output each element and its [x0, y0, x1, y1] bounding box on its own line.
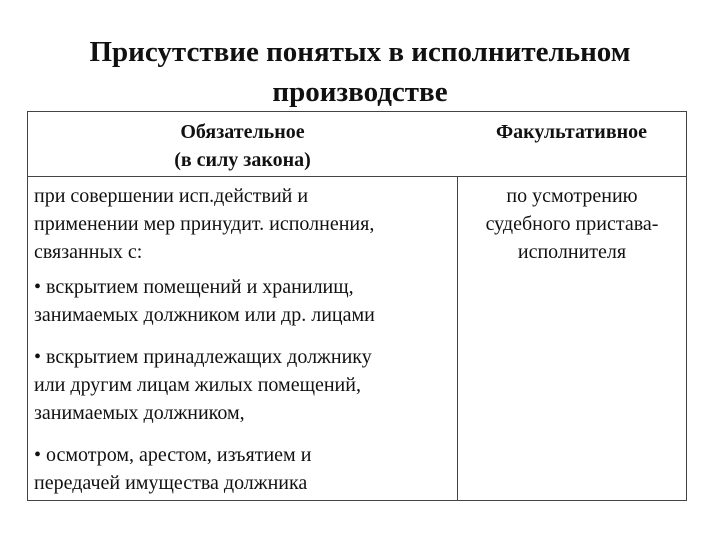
header-mandatory	[28, 118, 457, 174]
presence-table	[27, 111, 687, 501]
mandatory-intro	[34, 182, 454, 266]
header-mandatory-line-1: Обязательное	[180, 121, 305, 143]
title-line-1: Присутствие понятых в исполнительном	[89, 36, 631, 68]
text-line: по усмотрению	[506, 185, 638, 207]
text-line: занимаемых должником,	[34, 402, 245, 424]
text-line: занимаемых должником или др. лицами	[34, 304, 375, 326]
text-line: или другим лицам жилых помещений,	[34, 374, 361, 396]
text-line: связанных с:	[34, 241, 143, 263]
header-optional: Факультативное	[495, 121, 648, 143]
mandatory-item	[34, 273, 454, 329]
text-line: судебного пристава-	[485, 213, 659, 235]
text-line: • осмотром, арестом, изъятием и	[34, 444, 312, 466]
text-line: при совершении исп.действий и	[34, 185, 309, 207]
text-line: исполнителя	[517, 241, 627, 263]
title-line-2: производстве	[272, 76, 448, 108]
text-line: передачей имущества должника	[34, 472, 308, 494]
mandatory-cell	[34, 182, 454, 504]
optional-cell	[458, 182, 686, 266]
text-line: • вскрытием принадлежащих должнику	[34, 346, 372, 368]
mandatory-item	[34, 441, 454, 497]
text-line: применении мер принудит. исполнения,	[34, 213, 375, 235]
header-mandatory-line-2: (в силу закона)	[174, 149, 311, 171]
mandatory-item	[34, 343, 454, 427]
header-divider	[28, 176, 686, 177]
page-title	[0, 32, 720, 112]
text-line: • вскрытием помещений и хранилищ,	[34, 276, 354, 298]
